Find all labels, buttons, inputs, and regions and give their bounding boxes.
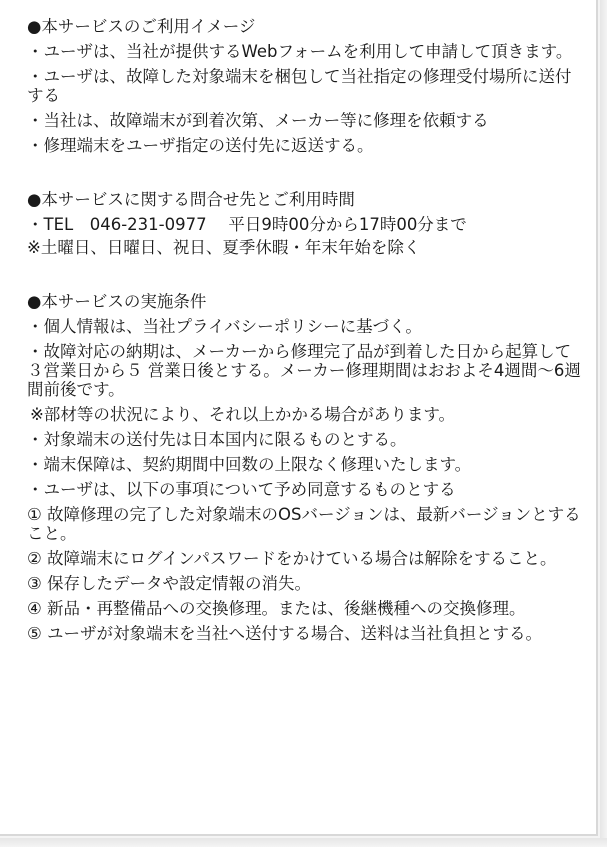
condition-item-3: ※部材等の状況により、それ以上かかる場合があります。 bbox=[30, 405, 456, 424]
contact-tel-line: ・TEL 046-231-0977 平日9時00分から17時00分まで bbox=[27, 215, 467, 234]
section-heading-usage: ●本サービスのご利用イメージ bbox=[27, 17, 256, 36]
section-usage-image bbox=[27, 16, 582, 155]
usage-item-3: ・当社は、故障端末が到着次第、メーカー等に修理を依頼する bbox=[27, 111, 489, 130]
agreement-item-5: ⑤ ユーザが対象端末を当社へ送付する場合、送料は当社負担とする。 bbox=[27, 624, 543, 643]
condition-item-6: ・ユーザは、以下の事項について予め同意するものとする bbox=[27, 480, 456, 499]
condition-item-1: ・個人情報は、当社プライバシーポリシーに基づく。 bbox=[27, 317, 422, 336]
contact-note: ※土曜日、日曜日、祝日、夏季休暇・年末年始を除く bbox=[27, 238, 421, 257]
section-conditions bbox=[27, 291, 582, 643]
section-contact bbox=[27, 189, 582, 257]
usage-item-2: ・ユーザは、故障した対象端末を梱包して当社指定の修理受付場所に送付する bbox=[27, 67, 572, 105]
card-shadow-right bbox=[600, 0, 607, 847]
agreement-item-4: ④ 新品・再整備品への交換修理。または、後継機種への交換修理。 bbox=[27, 599, 526, 618]
condition-item-2: ・故障対応の納期は、メーカーから修理完了品が到着した日から起算して３営業日から５ 営業日後とする。メーカー修理期間はおおよそ4週間～6週間前後です。 bbox=[27, 342, 581, 399]
agreement-item-3: ③ 保存したデータや設定情報の消失。 bbox=[27, 574, 312, 593]
section-heading-contact: ●本サービスに関する問合せ先とご利用時間 bbox=[27, 190, 355, 209]
document-content bbox=[27, 16, 582, 649]
agreement-item-1: ① 故障修理の完了した対象端末のOSバージョンは、最新バージョンとすること。 bbox=[27, 505, 581, 543]
usage-item-4: ・修理端末をユーザ指定の送付先に返送する。 bbox=[27, 136, 374, 155]
condition-item-4: ・対象端末の送付先は日本国内に限るものとする。 bbox=[27, 430, 407, 449]
agreement-item-2: ② 故障端末にログインパスワードをかけている場合は解除をすること。 bbox=[27, 549, 557, 568]
usage-item-1: ・ユーザは、当社が提供するWebフォームを利用して申請して頂きます。 bbox=[27, 42, 573, 61]
section-heading-conditions: ●本サービスの実施条件 bbox=[27, 292, 207, 311]
card-shadow-bottom bbox=[0, 838, 607, 847]
condition-item-5: ・端末保障は、契約期間中回数の上限なく修理いたします。 bbox=[27, 455, 472, 474]
